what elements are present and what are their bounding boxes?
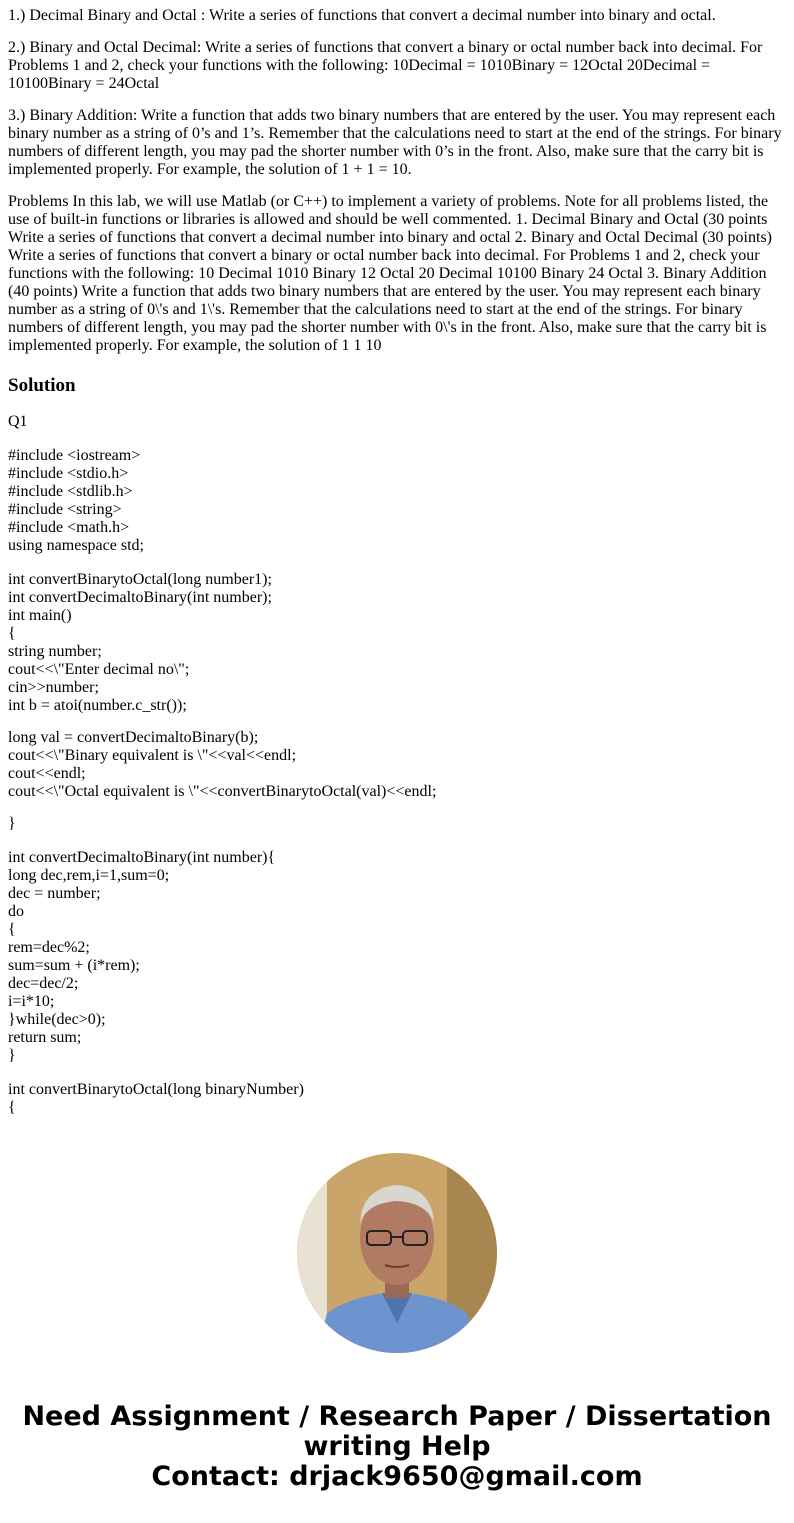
- code-line: cout<<endl;: [8, 765, 86, 782]
- problem-paragraph-3: 3.) Binary Addition: Write a function that adds two binary numbers that are entered by the user. You may represent each binary number as a string of 0’s and 1’s. Remember that the calculations need to start at the end of the strings. For binary numbers of different length, you may pad the shorter number with 0’s in the front. Also, make sure that the carry bit is implemented properly. For example, the solution of 1 + 1 = 10.: [8, 107, 782, 178]
- code-line: return sum;: [8, 1029, 82, 1046]
- code-line: {: [8, 1099, 16, 1116]
- code-line: string number;: [8, 643, 102, 660]
- code-block: [8, 447, 786, 555]
- code-line: int convertBinarytoOctal(long number1);: [8, 571, 272, 588]
- code-line: cout<<\"Enter decimal no\";: [8, 661, 190, 678]
- code-blank-line: [8, 801, 786, 815]
- code-line: using namespace std;: [8, 537, 144, 554]
- author-avatar: [297, 1153, 497, 1353]
- code-line: long val = convertDecimaltoBinary(b);: [8, 729, 259, 746]
- question-label: Q1: [8, 413, 28, 430]
- code-line: dec = number;: [8, 885, 101, 902]
- code-line: {: [8, 625, 16, 642]
- code-line: #include <string>: [8, 501, 122, 518]
- code-line: sum=sum + (i*rem);: [8, 957, 140, 974]
- contact-line-1: Need Assignment / Research Paper / Dissertation: [22, 1401, 772, 1432]
- avatar-wall: [297, 1153, 327, 1353]
- contact-line-2: writing Help: [303, 1431, 491, 1462]
- code-line: cout<<\"Binary equivalent is \"<<val<<endl;: [8, 747, 297, 764]
- code-line: #include <math.h>: [8, 519, 130, 536]
- code-line: #include <stdlib.h>: [8, 483, 133, 500]
- code-line: cout<<\"Octal equivalent is \"<<convertBinarytoOctal(val)<<endl;: [8, 783, 437, 800]
- code-block: [8, 849, 786, 1065]
- problem-paragraph-2: 2.) Binary and Octal Decimal: Write a series of functions that convert a binary or octal number back into decimal. For Problems 1 and 2, check your functions with the following: 10Decimal = 1010Binary = 12Octal 20Decimal = 10100Binary = 24Octal: [8, 39, 763, 92]
- document-content: [8, 0, 786, 1122]
- code-listing: [8, 447, 786, 1117]
- code-line: rem=dec%2;: [8, 939, 90, 956]
- code-line: int convertDecimaltoBinary(int number);: [8, 589, 272, 606]
- code-line: int main(): [8, 607, 72, 624]
- solution-heading: Solution: [8, 375, 76, 396]
- avatar-portrait: [297, 1153, 497, 1353]
- code-line: cin>>number;: [8, 679, 99, 696]
- code-blank-line: [8, 715, 786, 729]
- code-line: {: [8, 921, 16, 938]
- code-line: int convertDecimaltoBinary(int number){: [8, 849, 276, 866]
- code-line: int b = atoi(number.c_str());: [8, 697, 187, 714]
- code-block: [8, 1081, 786, 1117]
- code-line: i=i*10;: [8, 993, 55, 1010]
- code-line: }: [8, 1047, 16, 1064]
- code-line: long dec,rem,i=1,sum=0;: [8, 867, 170, 884]
- contact-banner: [0, 1402, 794, 1492]
- code-line: #include <iostream>: [8, 447, 141, 464]
- code-line: }: [8, 815, 16, 832]
- code-line: }while(dec>0);: [8, 1011, 106, 1028]
- code-line: #include <stdio.h>: [8, 465, 129, 482]
- problem-paragraph-4: Problems In this lab, we will use Matlab (or C++) to implement a variety of problems. Note for all problems listed, the use of built-in functions or libraries is allowed and should be well commented. 1. Decimal Binary and Octal (30 points Write a series of functions that convert a decimal number into binary and octal 2. Binary and Octal Decimal (30 points) Write a series of functions that convert a binary or octal number back into decimal. For Problems 1 and 2, check your functions with the following: 10 Decimal 1010 Binary 12 Octal 20 Decimal 10100 Binary 24 Octal 3. Binary Addition (40 points) Write a function that adds two binary numbers that are entered by the user. You may represent each binary number as a string of 0\'s and 1\'s. Remember that the calculations need to start at the end of the strings. For binary numbers of different length, you may pad the shorter number with 0\'s in the front. Also, make sure that the carry bit is implemented properly. For example, the solution of 1 1 10: [8, 193, 772, 354]
- contact-line-3: Contact: drjack9650@gmail.com: [151, 1461, 643, 1492]
- code-line: int convertBinarytoOctal(long binaryNumber): [8, 1081, 304, 1098]
- problem-paragraph-1: 1.) Decimal Binary and Octal : Write a series of functions that convert a decimal number into binary and octal.: [8, 7, 716, 24]
- code-line: do: [8, 903, 24, 920]
- code-block: [8, 571, 786, 833]
- code-line: dec=dec/2;: [8, 975, 79, 992]
